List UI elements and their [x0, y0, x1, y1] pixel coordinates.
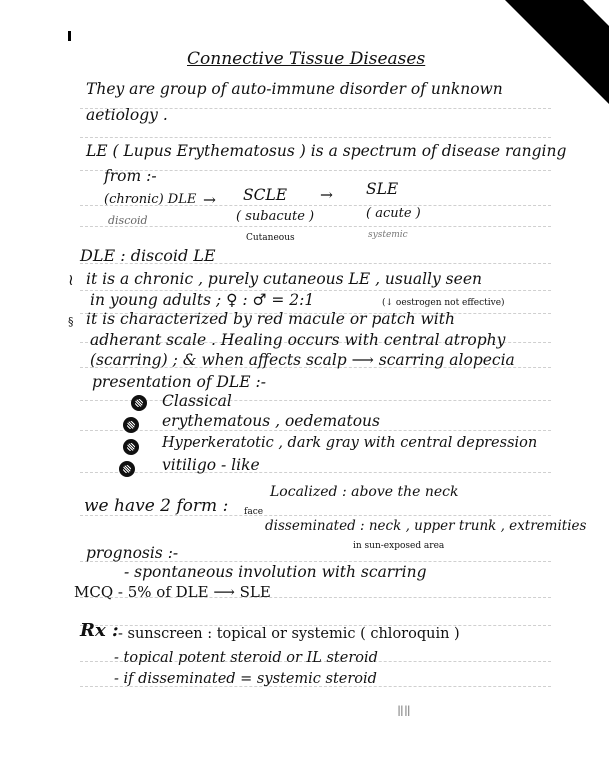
- form-face-note: face: [244, 507, 264, 517]
- dle-heading: DLE : discoid LE: [80, 246, 216, 265]
- bullet-icon: [119, 461, 135, 477]
- spectrum-arrow-1: →: [203, 191, 216, 209]
- ruled-line: [80, 226, 551, 227]
- form-localized: Localized : above the neck: [270, 484, 459, 500]
- presentation-item-1: Classical: [162, 392, 232, 410]
- spectrum-cutaneous: Cutaneous: [246, 233, 295, 243]
- dle-point-1-note: (↓ oestrogen not effective): [382, 298, 505, 308]
- le-definition-line-1: LE ( Lupus Erythematosus ) is a spectrum of disease ranging: [86, 142, 567, 160]
- page-corner-fold: [583, 0, 609, 26]
- spectrum-sle: SLE: [366, 180, 399, 198]
- presentation-heading: presentation of DLE :-: [92, 373, 266, 391]
- dle-point-1b: in young adults ; ♀ : ♂ = 2:1: [90, 291, 315, 309]
- presentation-item-3: Hyperkeratotic , dark gray with central depression: [162, 435, 538, 451]
- spectrum-discoid: discoid: [108, 214, 148, 227]
- le-definition-line-2: from :-: [104, 167, 157, 185]
- spectrum-systemic: systemic: [368, 230, 408, 240]
- dle-point-2c: (scarring) ; & when affects scalp ⟶ scarring alopecia: [90, 351, 515, 369]
- bullet-marker-1: ≀: [68, 271, 74, 289]
- bullet-icon: [123, 439, 139, 455]
- form-disseminated: disseminated : neck , upper trunk , extremities: [265, 518, 587, 534]
- treatment-rx: Rx :: [80, 620, 119, 641]
- ruled-line: [80, 472, 551, 473]
- treatment-line-2: - topical potent steroid or IL steroid: [114, 650, 378, 666]
- dle-point-1a: it is a chronic , purely cutaneous LE , usually seen: [86, 270, 482, 288]
- forms-lead: we have 2 form :: [84, 496, 229, 516]
- treatment-line-1: - sunscreen : topical or systemic ( chloroquin ): [118, 626, 460, 642]
- bullet-icon: [123, 417, 139, 433]
- ruled-line: [80, 137, 551, 138]
- spectrum-subacute: ( subacute ): [236, 209, 315, 224]
- spectrum-dle: (chronic) DLE: [104, 192, 197, 207]
- presentation-item-4: vitiligo - like: [162, 456, 260, 474]
- bullet-icon: [131, 395, 147, 411]
- punch-mark: [68, 31, 71, 41]
- page-title: Connective Tissue Diseases: [187, 49, 426, 69]
- prognosis-mcq: MCQ - 5% of DLE ⟶ SLE: [74, 583, 271, 601]
- spectrum-arrow-2: →: [320, 186, 333, 204]
- spectrum-scle: SCLE: [243, 186, 288, 204]
- dle-point-2a: it is characterized by red macule or patch with: [86, 310, 455, 328]
- bullet-marker-2: §: [68, 315, 74, 328]
- prognosis-line: - spontaneous involution with scarring: [124, 563, 427, 581]
- presentation-item-2: erythematous , oedematous: [162, 412, 380, 430]
- intro-line-2: aetiology .: [86, 106, 168, 124]
- ruled-line: [80, 430, 551, 431]
- form-sun-note: in sun-exposed area: [353, 541, 445, 551]
- prognosis-heading: prognosis :-: [86, 544, 179, 562]
- treatment-line-3: - if disseminated = systemic steroid: [114, 671, 377, 687]
- spectrum-acute: ( acute ): [366, 206, 421, 221]
- dle-point-2b: adherant scale . Healing occurs with central atrophy: [90, 331, 506, 349]
- intro-line-1: They are group of auto-immune disorder of unknown: [86, 80, 503, 98]
- ruled-line: [80, 400, 551, 401]
- bottom-scribble: ǁǁ: [397, 704, 411, 720]
